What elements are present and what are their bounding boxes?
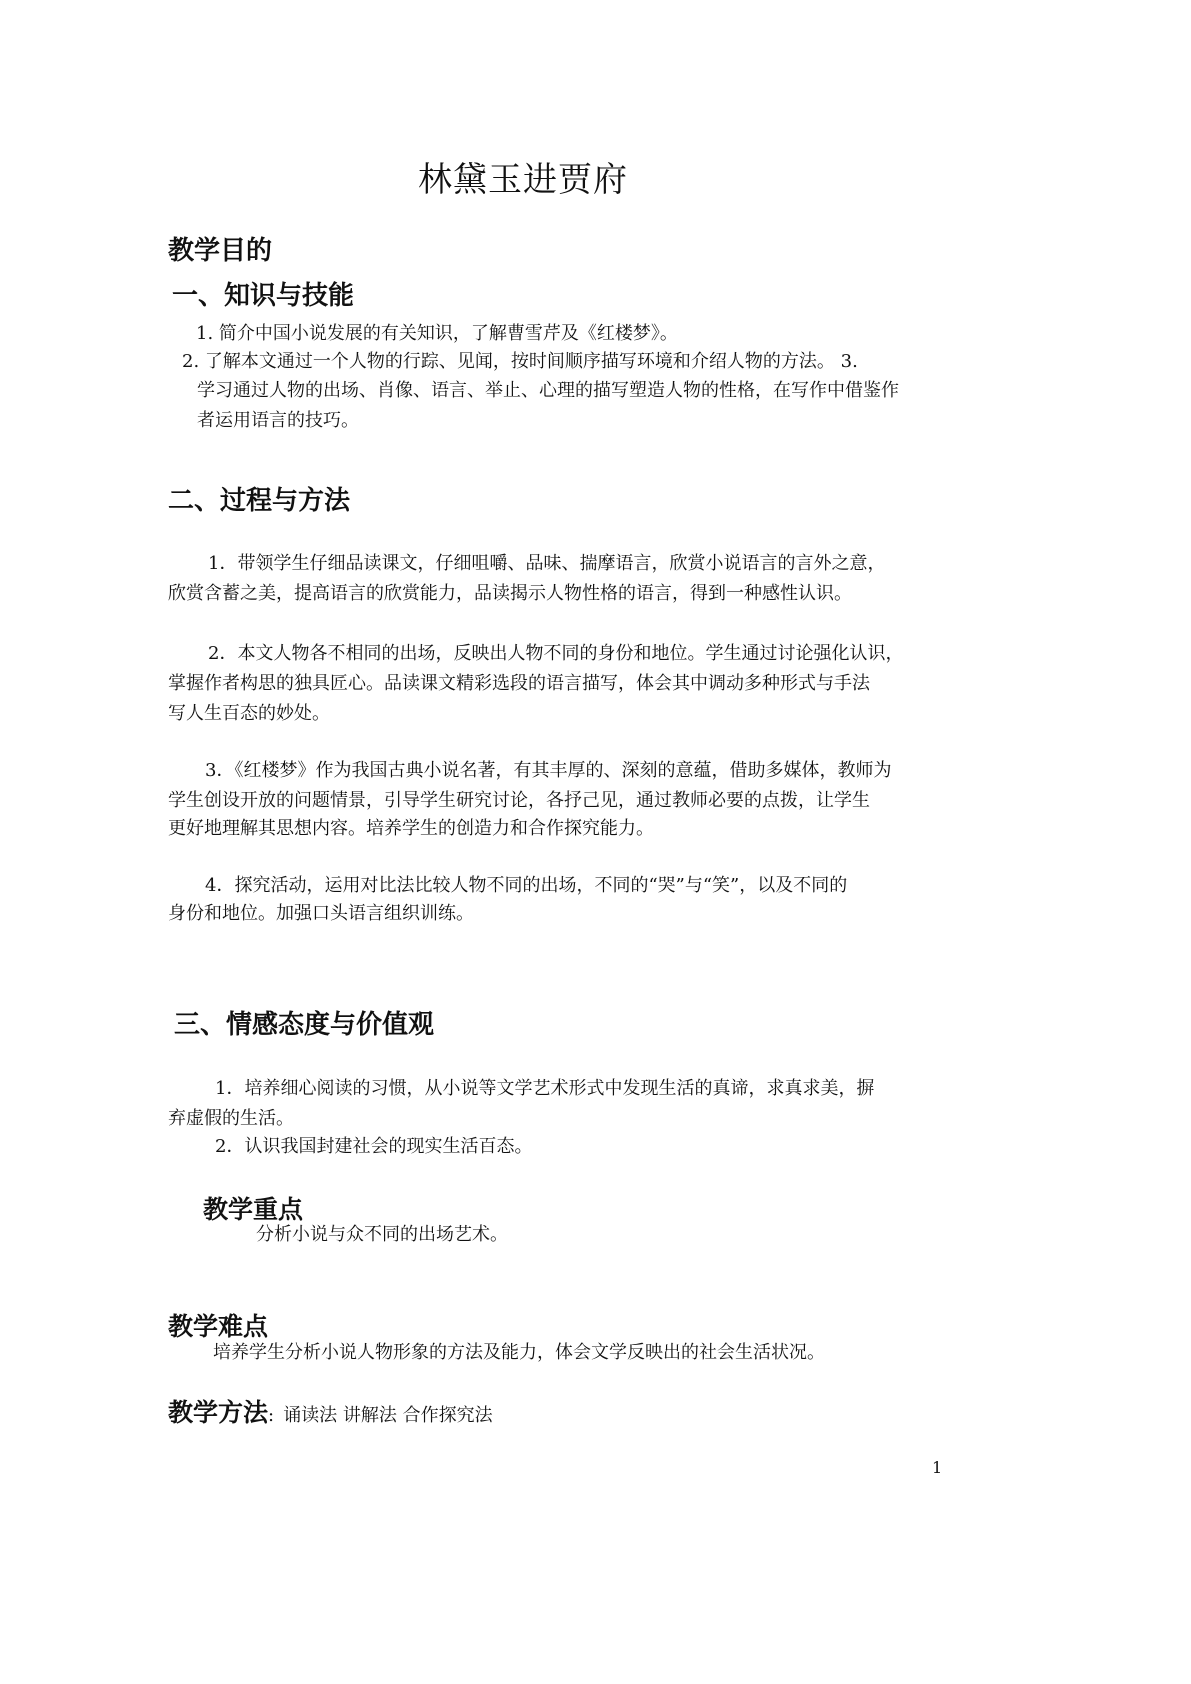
section-values-line: 1．培养细心阅读的习惯，从小说等文学艺术形式中发现生活的真谛，求真求美，摒: [215, 1078, 875, 1099]
section-process-line: 4．探究活动，运用对比法比较人物不同的出场，不同的“哭”与“笑”，以及不同的: [205, 875, 848, 896]
section-values-line: 2．认识我国封建社会的现实生活百态。: [215, 1136, 533, 1157]
section-knowledge-line: 2. 了解本文通过一个人物的行踪、见闻，按时间顺序描写环境和介绍人物的方法。 3.: [182, 351, 858, 372]
methods-text: 诵读法 讲解法 合作探究法: [283, 1405, 493, 1426]
section-knowledge-line: 1. 简介中国小说发展的有关知识，了解曹雪芹及《红楼梦》。: [196, 323, 678, 344]
methods-row: [168, 1393, 493, 1432]
section-process-line: 更好地理解其思想内容。培养学生的创造力和合作探究能力。: [168, 818, 654, 839]
methods-colon: :: [268, 1405, 275, 1426]
page-number: 1: [932, 1458, 943, 1477]
section-knowledge-line: 者运用语言的技巧。: [197, 410, 359, 431]
section-process-line: 掌握作者构思的独具匠心。品读课文精彩选段的语言描写，体会其中调动多种形式与手法: [168, 673, 870, 694]
difficulty-text: 培养学生分析小说人物形象的方法及能力，体会文学反映出的社会生活状况。: [213, 1342, 825, 1363]
section-process-line: 2．本文人物各不相同的出场，反映出人物不同的身份和地位。学生通过讨论强化认识，: [208, 643, 904, 664]
section-process-heading: 二、过程与方法: [168, 486, 351, 516]
section-process-line: 1．带领学生仔细品读课文，仔细咀嚼、品味、揣摩语言，欣赏小说语言的言外之意，: [208, 553, 886, 574]
section-process-line: 写人生百态的妙处。: [168, 703, 330, 724]
objectives-heading: 教学目的: [168, 236, 273, 266]
section-knowledge-line: 学习通过人物的出场、肖像、语言、举止、心理的描写塑造人物的性格，在写作中借鉴作: [197, 380, 899, 401]
section-knowledge-heading: 一、知识与技能: [172, 281, 355, 311]
section-process-line: 欣赏含蓄之美，提高语言的欣赏能力，品读揭示人物性格的语言，得到一种感性认识。: [168, 583, 852, 604]
methods-heading: 教学方法: [168, 1398, 269, 1427]
key-point-text: 分析小说与众不同的出场艺术。: [256, 1224, 508, 1245]
page-title: 林黛玉进贾府: [418, 160, 628, 200]
section-process-line: 身份和地位。加强口头语言组织训练。: [168, 903, 474, 924]
difficulty-heading: 教学难点: [168, 1312, 269, 1341]
section-values-heading: 三、情感态度与价值观: [174, 1010, 435, 1040]
section-values-line: 弃虚假的生活。: [168, 1108, 294, 1129]
section-process-line: 3．《红楼梦》作为我国古典小说名著，有其丰厚的、深刻的意蕴，借助多媒体，教师为: [205, 760, 892, 781]
section-process-line: 学生创设开放的问题情景，引导学生研究讨论，各抒己见，通过教师必要的点拨，让学生: [168, 790, 870, 811]
key-point-heading: 教学重点: [203, 1195, 304, 1224]
